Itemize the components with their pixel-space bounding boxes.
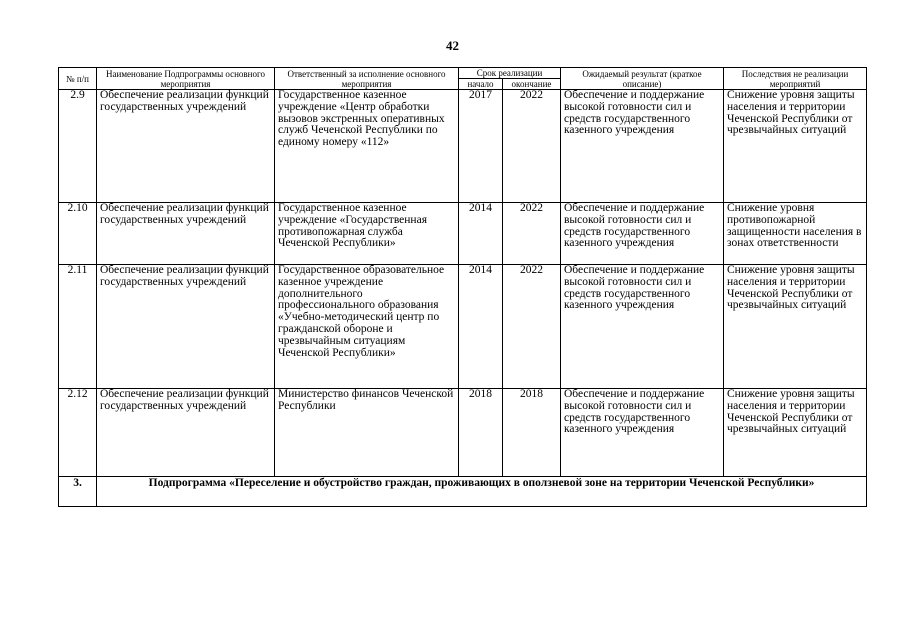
table-row: [59, 389, 867, 477]
row-consequences: Снижение уровня защиты населения и территории Чеченской Республики от чрезвычайных ситуаций: [724, 265, 867, 389]
row-consequences: Снижение уровня противопожарной защищенности населения в зонах ответственности: [724, 203, 867, 265]
row-start: 2018: [459, 389, 503, 477]
page-number: 42: [446, 38, 459, 53]
row-responsible: Министерство финансов Чеченской Республики: [275, 389, 459, 477]
row-end: 2022: [503, 265, 561, 389]
table-row: [59, 265, 867, 389]
row-start: 2014: [459, 203, 503, 265]
row-end: 2018: [503, 389, 561, 477]
row-num: 2.10: [59, 203, 97, 265]
subprogram-num: 3.: [59, 477, 97, 507]
row-name: Обеспечение реализации функций государственных учреждений: [97, 389, 275, 477]
row-num: 2.11: [59, 265, 97, 389]
row-consequences: Снижение уровня защиты населения и территории Чеченской Республики от чрезвычайных ситуаций: [724, 389, 867, 477]
table-row: [59, 203, 867, 265]
row-consequences: Снижение уровня защиты населения и территории Чеченской Республики от чрезвычайных ситуаций: [724, 90, 867, 203]
row-name: Обеспечение реализации функций государственных учреждений: [97, 90, 275, 203]
subprogram-title: Подпрограмма «Переселение и обустройство граждан, проживающих в оползневой зоне на территории Чеченской Республики»: [97, 477, 867, 507]
row-result: Обеспечение и поддержание высокой готовности сил и средств государственного казенного учреждения: [561, 265, 724, 389]
row-responsible: Государственное образовательное казенное учреждение дополнительного профессионального образования «Учебно-методический центр по гражданской обороне и чрезвычайным ситуациям Чеченской Республики»: [275, 265, 459, 389]
header-result: Ожидаемый результат (краткое описание): [561, 68, 724, 90]
row-responsible: Государственное казенное учреждение «Центр обработки вызовов экстренных оперативных служб Чеченской Республики по единому номеру «112»: [275, 90, 459, 203]
header-responsible: Ответственный за исполнение основного мероприятия: [275, 68, 459, 90]
row-result: Обеспечение и поддержание высокой готовности сил и средств государственного казенного учреждения: [561, 389, 724, 477]
header-consequences: Последствия не реализации мероприятий: [724, 68, 867, 90]
header-name: Наименование Подпрограммы основного мероприятия: [97, 68, 275, 90]
row-end: 2022: [503, 90, 561, 203]
measures-table: [58, 67, 867, 507]
row-result: Обеспечение и поддержание высокой готовности сил и средств государственного казенного учреждения: [561, 90, 724, 203]
header-num: № п/п: [59, 68, 97, 90]
row-start: 2017: [459, 90, 503, 203]
row-num: 2.12: [59, 389, 97, 477]
header-start: начало: [459, 79, 503, 90]
table-row: [59, 90, 867, 203]
subprogram-row: [59, 477, 867, 507]
row-end: 2022: [503, 203, 561, 265]
row-start: 2014: [459, 265, 503, 389]
row-name: Обеспечение реализации функций государственных учреждений: [97, 203, 275, 265]
row-responsible: Государственное казенное учреждение «Государственная противопожарная служба Чеченской Республики»: [275, 203, 459, 265]
row-num: 2.9: [59, 90, 97, 203]
header-term: Срок реализации: [459, 68, 561, 79]
header-end: окончание: [503, 79, 561, 90]
row-result: Обеспечение и поддержание высокой готовности сил и средств государственного казенного учреждения: [561, 203, 724, 265]
header-row: [59, 68, 867, 79]
row-name: Обеспечение реализации функций государственных учреждений: [97, 265, 275, 389]
